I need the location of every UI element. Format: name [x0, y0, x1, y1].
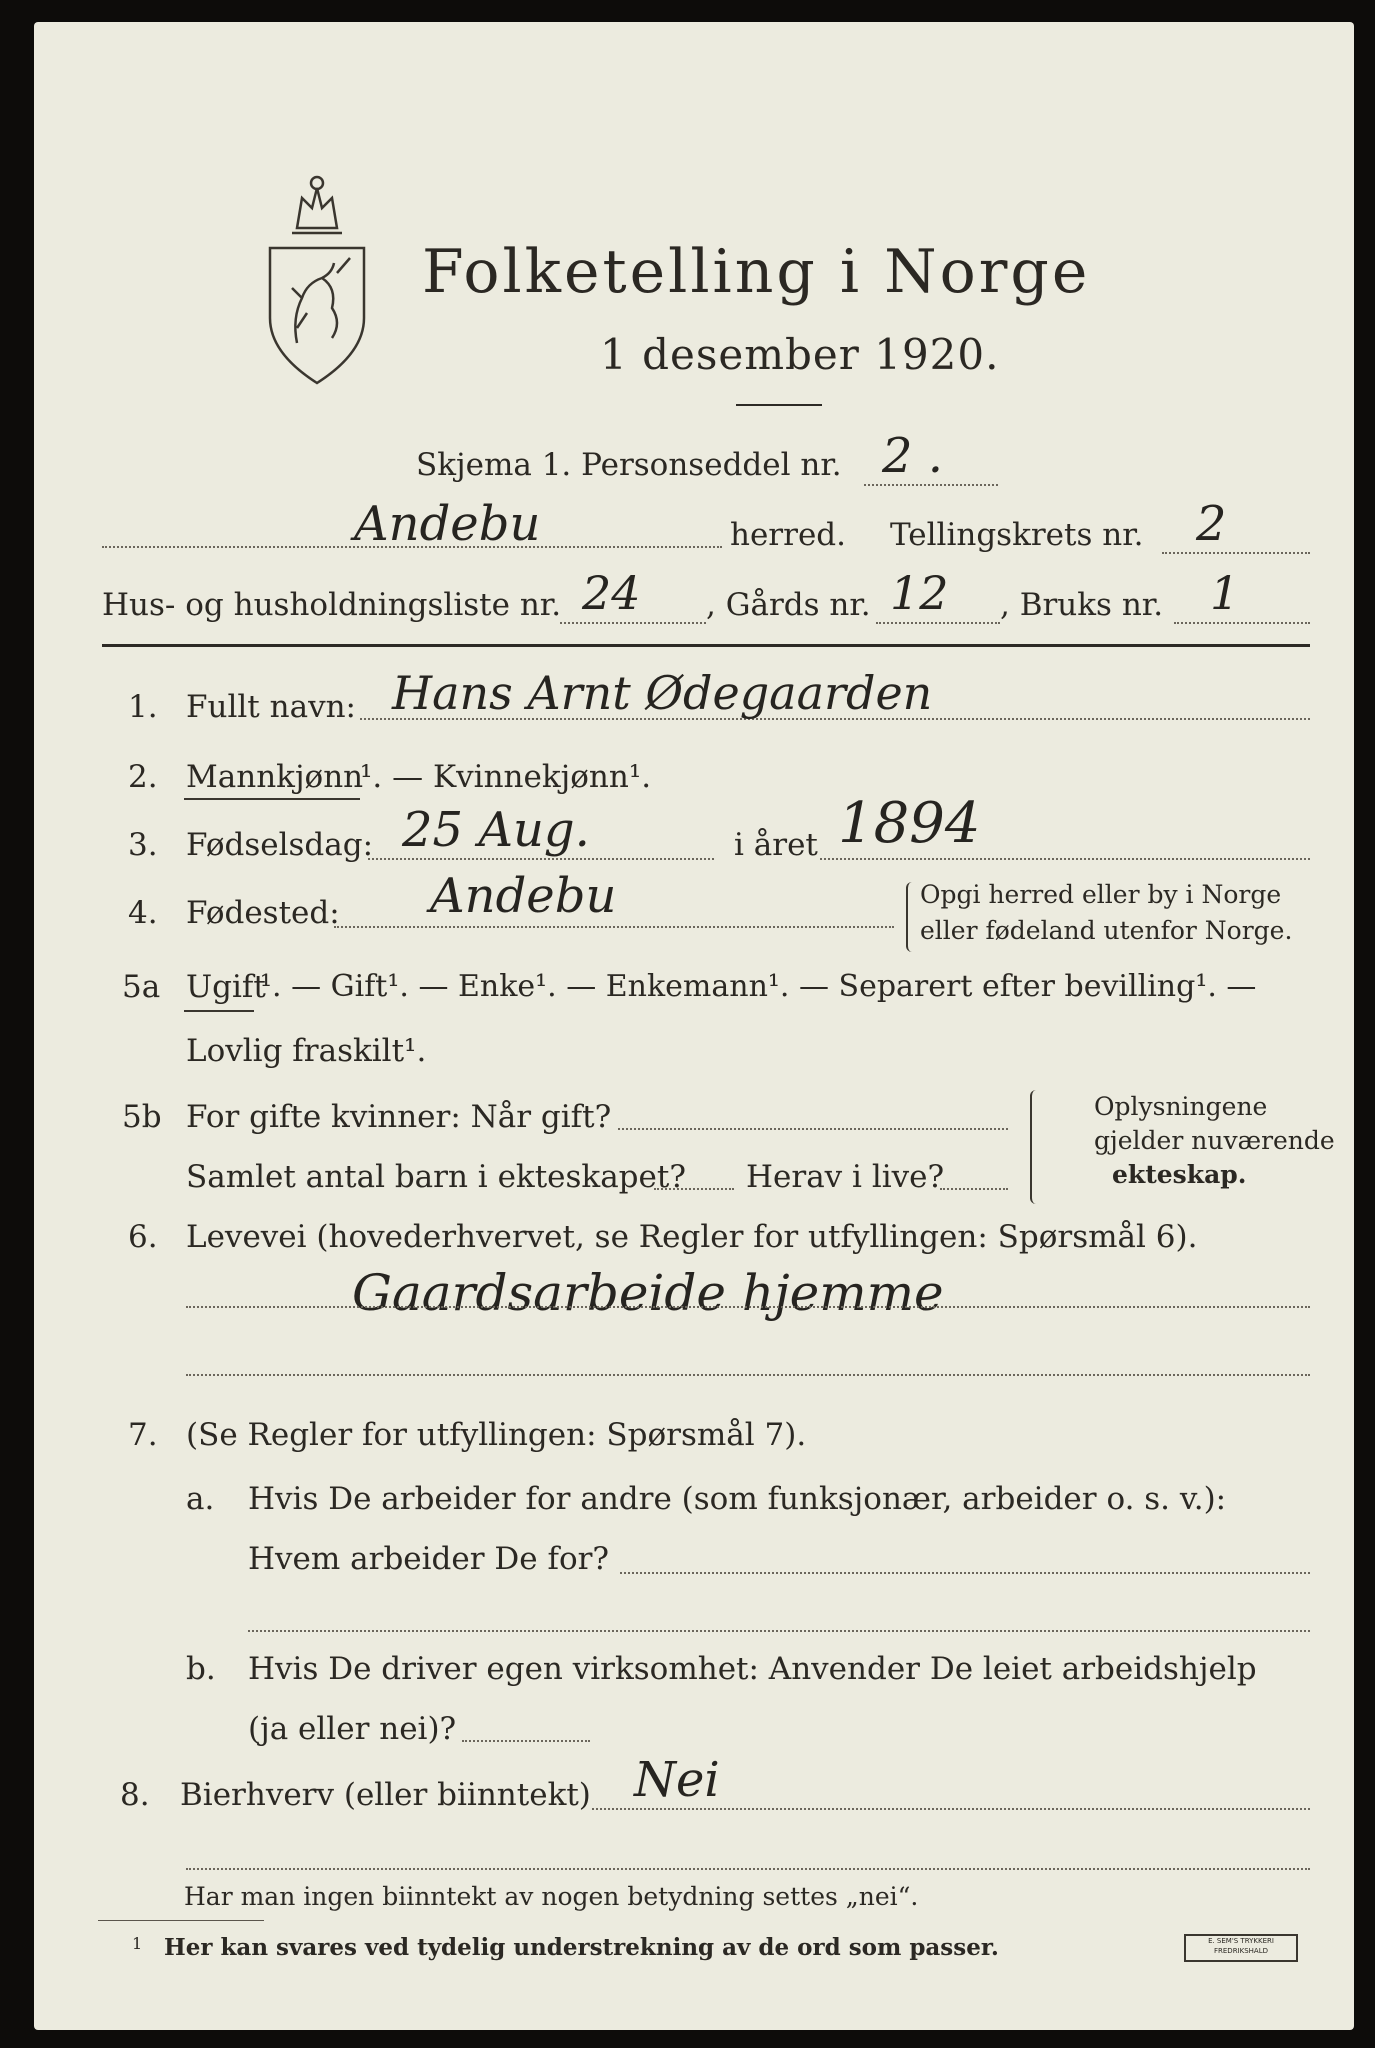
q4-label: Fødested: [186, 895, 340, 931]
q3-number: 3. [128, 827, 158, 863]
ugift-underline [184, 1010, 254, 1012]
bruks-nr: 1 [1210, 566, 1240, 620]
q5a-number: 5a [122, 969, 161, 1005]
q5b-note3: ekteskap. [1112, 1160, 1247, 1189]
occupation-value: Gaardsarbeide hjemme [352, 1264, 944, 1322]
hus-label: Hus- og husholdningsliste nr. [102, 587, 562, 623]
footnote: Her kan svares ved tydelig understrekning av de ord som passer. [164, 1934, 999, 1961]
q4-line [334, 926, 894, 928]
header-rule [102, 644, 1310, 647]
personseddel-line [864, 484, 998, 486]
printer-stamp-text: E. SEM'S TRYKKERI FREDRIKSHALD [1208, 1937, 1274, 1955]
q5b-note-brace [1030, 1090, 1042, 1204]
full-name-value: Hans Arnt Ødegaarden [392, 666, 933, 720]
q7b-line2: (ja eller nei)? [248, 1711, 457, 1747]
side-income-value: Nei [634, 1752, 720, 1808]
q8-label: Bierhverv (eller biinntekt) [180, 1777, 591, 1813]
q5b-line2b: Herav i live? [746, 1159, 945, 1195]
q5b-line2a-dots [654, 1188, 734, 1190]
q7-number: 7. [128, 1417, 158, 1453]
form-date: 1 desember 1920. [600, 330, 1000, 379]
q8-line2 [186, 1868, 1310, 1870]
q7a-number: a. [186, 1481, 215, 1517]
q5b-note1: Oplysningene [1094, 1092, 1268, 1121]
q6-label: Levevei (hovederhvervet, se Regler for utfyllingen: Spørsmål 6). [186, 1219, 1198, 1255]
q5b-note2: gjelder nuværende [1094, 1126, 1335, 1155]
ugift-option: Ugift [186, 969, 266, 1005]
q5b-line1-dots [618, 1128, 1008, 1130]
q7b-line2-dots [462, 1740, 590, 1742]
birth-year-value: 1894 [838, 791, 981, 856]
q3-label: Fødselsdag: [186, 827, 374, 863]
tellingskrets-label: Tellingskrets nr. [890, 517, 1144, 553]
tellingskrets-line [1162, 552, 1310, 554]
herred-value: Andebu [354, 496, 541, 552]
q1-number: 1. [128, 689, 158, 725]
q7b-line1: Hvis De driver egen virksomhet: Anvender De leiet arbeidshjelp [248, 1651, 1257, 1687]
q5b-line1: For gifte kvinner: Når gift? [186, 1099, 612, 1135]
bottom-note: Har man ingen biinntekt av nogen betydning settes „nei“. [184, 1882, 919, 1911]
title-divider [736, 404, 822, 406]
q6-number: 6. [128, 1219, 158, 1255]
q1-label: Fullt navn: [186, 689, 356, 725]
q7a-line3-dots [248, 1630, 1310, 1632]
tellingskrets-nr: 2 [1196, 496, 1227, 552]
printer-stamp [1184, 1934, 1298, 1962]
mannkjonn-option: Mannkjønn [186, 759, 364, 795]
q5b-number: 5b [122, 1099, 162, 1135]
q5b-line2a: Samlet antal barn i ekteskapet? [186, 1159, 686, 1195]
q4-note-line2: eller fødeland utenfor Norge. [920, 916, 1293, 945]
census-form [34, 22, 1354, 2030]
gards-label: , Gårds nr. [706, 587, 871, 623]
q5b-line2b-dots [940, 1188, 1008, 1190]
bruks-label: , Bruks nr. [1000, 587, 1164, 623]
footnote-mark: 1 [132, 1934, 143, 1953]
q7b-number: b. [186, 1651, 216, 1687]
q4-number: 4. [128, 895, 158, 931]
q3-year-line [820, 858, 1310, 860]
gards-nr: 12 [890, 566, 949, 620]
kvinnekjonn-option: ¹. — Kvinnekjønn¹. [360, 759, 652, 795]
bruks-line [1174, 622, 1310, 624]
q6-line2 [186, 1374, 1310, 1376]
q2-number: 2. [128, 759, 158, 795]
form-title: Folketelling i Norge [422, 237, 1091, 307]
year-label: i året [734, 827, 818, 863]
footnote-rule [98, 1920, 264, 1921]
schema-label: Skjema 1. Personseddel nr. [416, 447, 842, 483]
coat-of-arms-icon [262, 168, 372, 388]
hus-line [560, 622, 706, 624]
birthdate-value: 25 Aug. [402, 802, 590, 858]
q7-label: (Se Regler for utfyllingen: Spørsmål 7). [186, 1417, 807, 1453]
lovlig-fraskilt: Lovlig fraskilt¹. [186, 1033, 427, 1069]
q3-date-line [368, 858, 714, 860]
q7a-line2-dots [620, 1572, 1310, 1574]
q7a-line1: Hvis De arbeider for andre (som funksjonær, arbeider o. s. v.): [248, 1481, 1227, 1517]
birthplace-value: Andebu [430, 868, 617, 924]
herred-label: herred. [730, 517, 846, 553]
q4-note-line1: Opgi herred eller by i Norge [920, 880, 1282, 909]
q7a-line2: Hvem arbeider De for? [248, 1541, 610, 1577]
gards-line [876, 622, 1000, 624]
personseddel-nr: 2 . [882, 428, 944, 484]
q4-note-brace [906, 882, 918, 952]
q6-line1 [186, 1306, 1310, 1308]
marital-options: ¹. — Gift¹. — Enke¹. — Enkemann¹. — Separert efter bevilling¹. — [260, 969, 1257, 1004]
hus-nr: 24 [582, 566, 641, 620]
q8-number: 8. [120, 1777, 150, 1813]
mannkjonn-underline [184, 798, 360, 800]
q8-line [592, 1808, 1310, 1810]
